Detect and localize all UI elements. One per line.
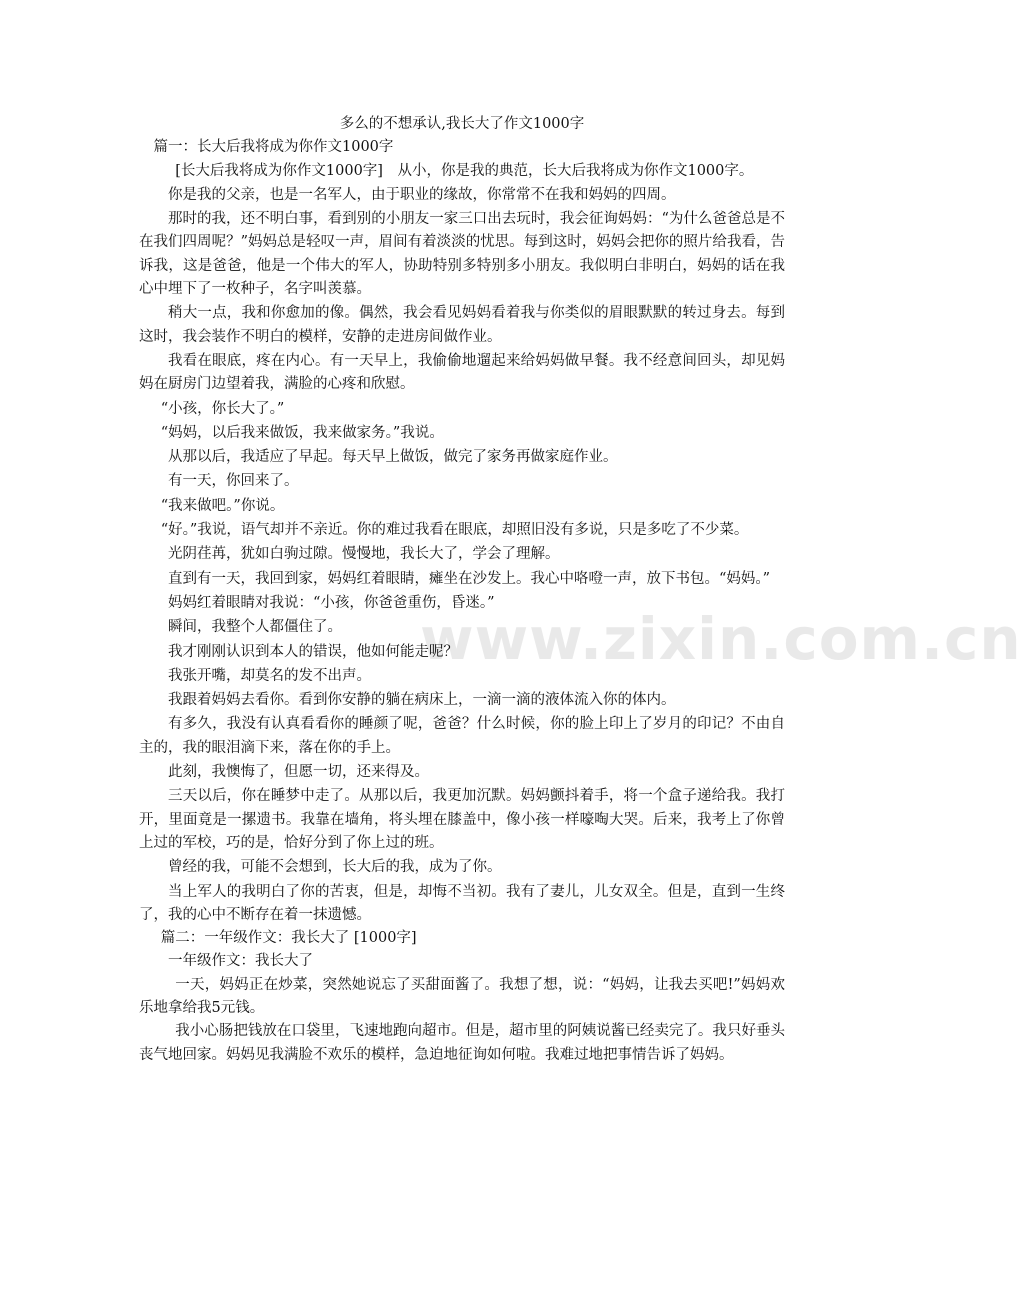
paragraph: [长大后我将成为你作文1000字] 从小，你是我的典范，长大后我将成为你作文1000字。 (175, 162, 754, 179)
paragraph: “妈妈，以后我来做饭，我来做家务。”我说。 (160, 424, 444, 441)
paragraph: 一年级作文：我长大了 (168, 953, 313, 970)
paragraph: 有多久，我没有认真看看你的睡颜了呢，爸爸？什么时候，你的脸上印上了岁月的印记？不由自主的，我的眼泪滴下来，落在你的手上。 (139, 716, 785, 756)
paragraph: 光阴荏苒，犹如白驹过隙。慢慢地，我长大了，学会了理解。 (168, 546, 560, 563)
paragraph: “好。”我说，语气却并不亲近。你的难过我看在眼底，却照旧没有多说，只是多吃了不少菜。 (160, 522, 749, 539)
document-title: 多么的不想承认,我长大了作文1000字 (339, 116, 585, 132)
paragraph: 你是我的父亲，也是一名军人，由于职业的缘故，你常常不在我和妈妈的四周。 (168, 186, 676, 203)
paragraph: 稍大一点，我和你愈加的像。偶然，我会看见妈妈看着我与你类似的眉眼默默的转过身去。每到这时，我会装作不明白的模样，安静的走进房间做作业。 (139, 305, 785, 345)
paragraph: 有一天，你回来了。 (168, 473, 299, 490)
paragraph: 那时的我，还不明白事，看到别的小朋友一家三口出去玩时，我会征询妈妈：“为什么爸爸总是不在我们四周呢？”妈妈总是轻叹一声，眉间有着淡淡的忧思。每到这时，妈妈会把你的照片给我看，告诉我，这是爸爸，他是一个伟大的军人，协助特别多特别多小朋友。我似明白非明白，妈妈的话在我心中埋下了一枚种子，名字叫羡慕。 (139, 211, 785, 298)
paragraph: 直到有一天，我回到家，妈妈红着眼睛，瘫坐在沙发上。我心中咯噔一声，放下书包。“妈妈。” (168, 570, 771, 587)
paragraph: 曾经的我，可能不会想到，长大后的我，成为了你。 (168, 859, 502, 876)
paragraph: 瞬间，我整个人都僵住了。 (168, 619, 342, 636)
paragraph: “小孩，你长大了。” (160, 400, 285, 417)
paragraph: 此刻，我懊悔了，但愿一切，还来得及。 (168, 764, 429, 781)
paragraph: 从那以后，我适应了早起。每天早上做饭，做完了家务再做家庭作业。 (168, 449, 618, 466)
watermark-text: www.zixin.com.cn (420, 605, 1022, 673)
paragraph: 当上军人的我明白了你的苦衷，但是，却悔不当初。我有了妻儿，儿女双全。但是，直到一生终了，我的心中不断存在着一抹遗憾。 (139, 883, 785, 923)
paragraph: “我来做吧。”你说。 (160, 497, 285, 514)
document-body (139, 113, 785, 1067)
paragraph: 我小心肠把钱放在口袋里，飞速地跑向超市。但是，超市里的阿姨说酱已经卖完了。我只好垂头丧气地回家。妈妈见我满脸不欢乐的模样，急迫地征询如何啦。我难过地把事情告诉了妈妈。 (139, 1023, 785, 1063)
section-heading-2: 篇二：一年级作文：我长大了 [1000字] (160, 930, 417, 947)
paragraph: 妈妈红着眼睛对我说：“小孩，你爸爸重伤，昏迷。” (168, 594, 495, 611)
paragraph: 我张开嘴，却莫名的发不出声。 (168, 667, 371, 684)
paragraph: 我才刚刚认识到本人的错误，他如何能走呢？ (168, 643, 458, 660)
paragraph: 一天，妈妈正在炒菜，突然她说忘了买甜面酱了。我想了想，说：“妈妈，让我去买吧!”妈妈欢乐地拿给我5元钱。 (139, 976, 785, 1016)
paragraph: 三天以后，你在睡梦中走了。从那以后，我更加沉默。妈妈颤抖着手，将一个盒子递给我。我打开，里面竟是一摞遗书。我靠在墙角，将头埋在膝盖中，像小孩一样嚎啕大哭。后来，我考上了你曾上过的军校，巧的是，恰好分到了你上过的班。 (139, 788, 785, 851)
paragraph: 我看在眼底，疼在内心。有一天早上，我偷偷地遛起来给妈妈做早餐。我不经意间回头，却见妈妈在厨房门边望着我，满脸的心疼和欣慰。 (139, 352, 785, 393)
paragraph: 我跟着妈妈去看你。看到你安静的躺在病床上，一滴一滴的液体流入你的体内。 (168, 692, 676, 709)
section-heading-1: 篇一：长大后我将成为你作文1000字 (153, 139, 394, 156)
